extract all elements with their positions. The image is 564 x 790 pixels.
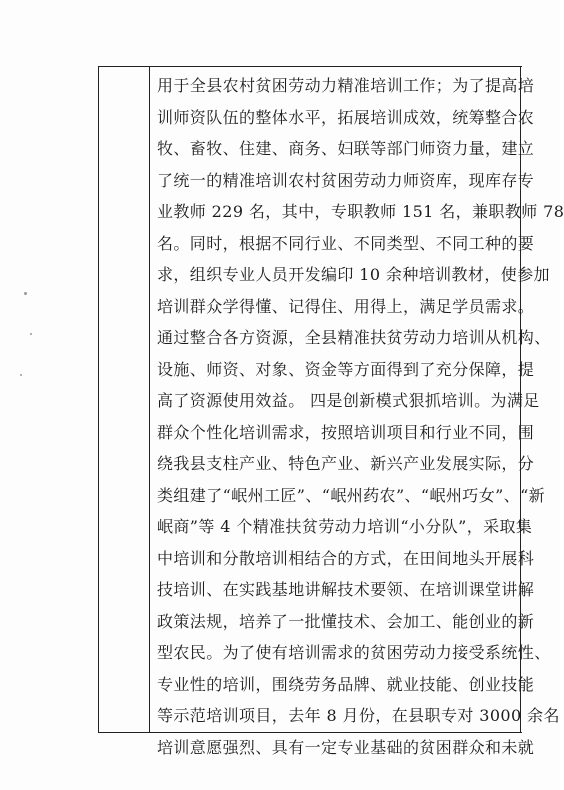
text-line: 通过整合各方资源，全县精准扶贫劳动力培训从机构、 [157,328,551,347]
text-line: 群众个性化培训需求，按照培训项目和行业不同，围 [157,422,535,442]
text-line: 用于全县农村贫困劳动力精准培训工作；为了提高培 [157,76,535,95]
scan-speck [30,333,32,335]
text-line: 求，组织专业人员开发编印 10 余种培训教材，使参加 [157,265,550,284]
text-line: 类组建了“岷州工匠”、“岷州药农”、“岷州巧女”、“新 [157,485,546,505]
text-line: 培训群众学得懂、记得住、用得上，满足学员需求。 [157,296,535,316]
table-top-border [98,66,522,67]
text-line: 政策法规，培养了一批懂技术、会加工、能创业的新 [157,611,535,631]
text-line: 中培训和分散培训相结合的方式，在田间地头开展科 [157,548,535,568]
table-left-border [98,66,99,733]
text-line: 等示范培训项目，去年 8 月份，在县职专对 3000 余名 [157,706,560,725]
text-line: 绕我县支柱产业、特色产业、新兴产业发展实际，分 [157,454,535,473]
text-line: 业教师 229 名，其中，专职教师 151 名，兼职教师 78 [157,202,564,221]
scan-speck [20,374,22,376]
text-line: 高了资源使用效益。 四是创新模式狠抓培训。为满足 [157,391,540,410]
text-line: 技培训、在实践基地讲解技术要领、在培训课堂讲解 [157,580,535,599]
text-line: 培训意愿强烈、具有一定专业基础的贫困群众和未就 [157,737,535,757]
text-line: 岷商”等 4 个精准扶贫劳动力培训“小分队”，采取集 [157,517,533,536]
table-column-divider [149,66,150,733]
table-content-cell [157,70,564,757]
scan-speck [24,292,27,295]
text-line: 型农民。为了使有培训需求的贫困劳动力接受系统性、 [157,643,551,662]
text-line: 名。同时，根据不同行业、不同类型、不同工种的要 [157,233,535,253]
text-line: 设施、师资、对象、资金等方面得到了充分保障，提 [157,359,535,379]
text-line: 专业性的培训，围绕劳务品牌、就业技能、创业技能 [157,674,535,694]
text-line: 训师资队伍的整体水平，拓展培训成效，统筹整合农 [157,107,535,127]
text-line: 了统一的精准培训农村贫困劳动力师资库，现库存专 [157,170,535,190]
text-line: 牧、畜牧、住建、商务、妇联等部门师资力量，建立 [157,139,535,158]
